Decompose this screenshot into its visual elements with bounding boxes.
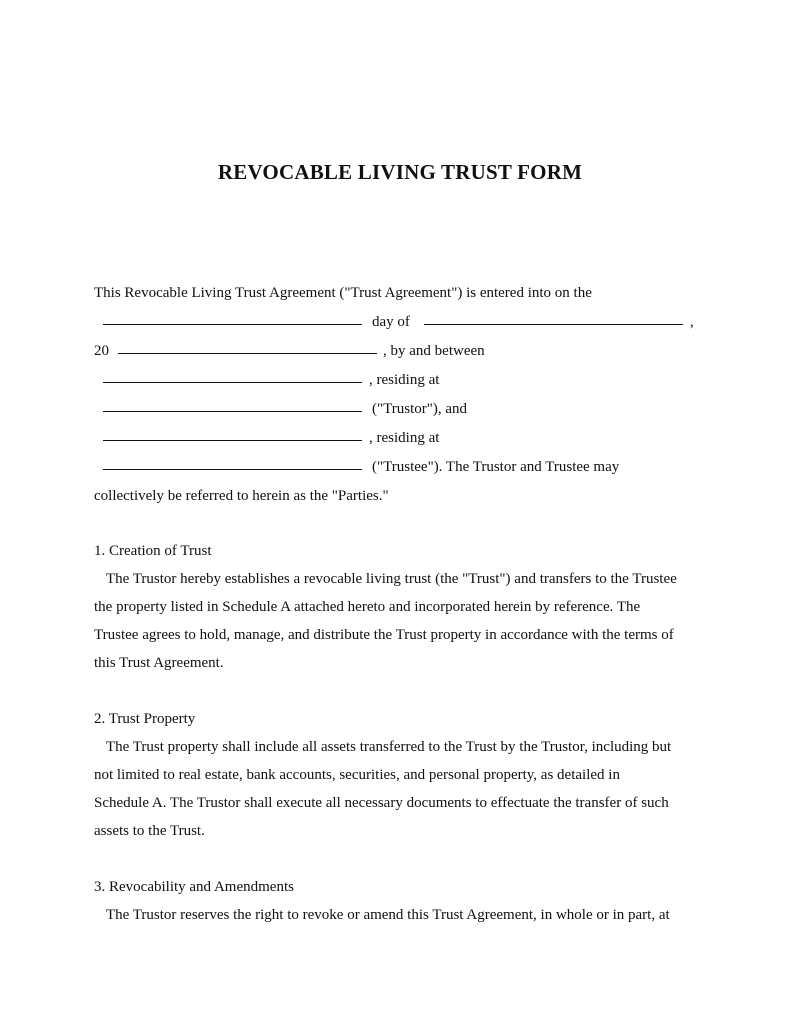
section-2-line-4: assets to the Trust. bbox=[94, 823, 205, 839]
trustor-name-blank[interactable] bbox=[103, 382, 362, 383]
intro-line-1: This Revocable Living Trust Agreement ("Trust Agreement") is entered into on the bbox=[94, 285, 592, 301]
section-2-heading: 2. Trust Property bbox=[94, 711, 196, 727]
document-title: REVOCABLE LIVING TRUST FORM bbox=[217, 160, 583, 184]
trustor-label: ("Trustor"), and bbox=[372, 401, 468, 417]
trustee-address-blank[interactable] bbox=[103, 469, 362, 470]
trustor-address-blank[interactable] bbox=[103, 411, 362, 412]
comma-label: , bbox=[690, 314, 694, 330]
section-3-line-1: The Trustor reserves the right to revoke or amend this Trust Agreement, in whole or in part, at bbox=[106, 907, 670, 923]
year-blank[interactable] bbox=[118, 353, 377, 354]
section-2-line-1: The Trust property shall include all assets transferred to the Trust by the Trustor, including but bbox=[106, 739, 672, 755]
section-1-line-4: this Trust Agreement. bbox=[94, 655, 224, 671]
section-2-line-3: Schedule A. The Trustor shall execute all necessary documents to effectuate the transfer of such bbox=[94, 795, 669, 811]
section-2-line-2: not limited to real estate, bank accounts, securities, and personal property, as detailed in bbox=[94, 767, 620, 783]
section-1-line-2: the property listed in Schedule A attached hereto and incorporated herein by reference. The bbox=[94, 599, 641, 615]
day-blank[interactable] bbox=[103, 324, 362, 325]
section-3-heading: 3. Revocability and Amendments bbox=[94, 879, 294, 895]
residing-at-label-1: , residing at bbox=[369, 372, 440, 388]
trustee-name-blank[interactable] bbox=[103, 440, 362, 441]
intro-closing-line: collectively be referred to herein as the "Parties." bbox=[94, 488, 389, 504]
residing-at-label-2: , residing at bbox=[369, 430, 440, 446]
by-and-between-label: , by and between bbox=[383, 343, 485, 359]
year-prefix-label: 20 bbox=[94, 343, 109, 359]
section-1-heading: 1. Creation of Trust bbox=[94, 543, 212, 559]
section-1-line-1: The Trustor hereby establishes a revocable living trust (the "Trust") and transfers to the Trustee bbox=[106, 571, 677, 587]
day-of-label: day of bbox=[372, 314, 410, 330]
month-blank[interactable] bbox=[424, 324, 683, 325]
trustee-label: ("Trustee"). The Trustor and Trustee may bbox=[372, 459, 620, 475]
section-1-line-3: Trustee agrees to hold, manage, and distribute the Trust property in accordance with the terms of bbox=[94, 627, 674, 643]
